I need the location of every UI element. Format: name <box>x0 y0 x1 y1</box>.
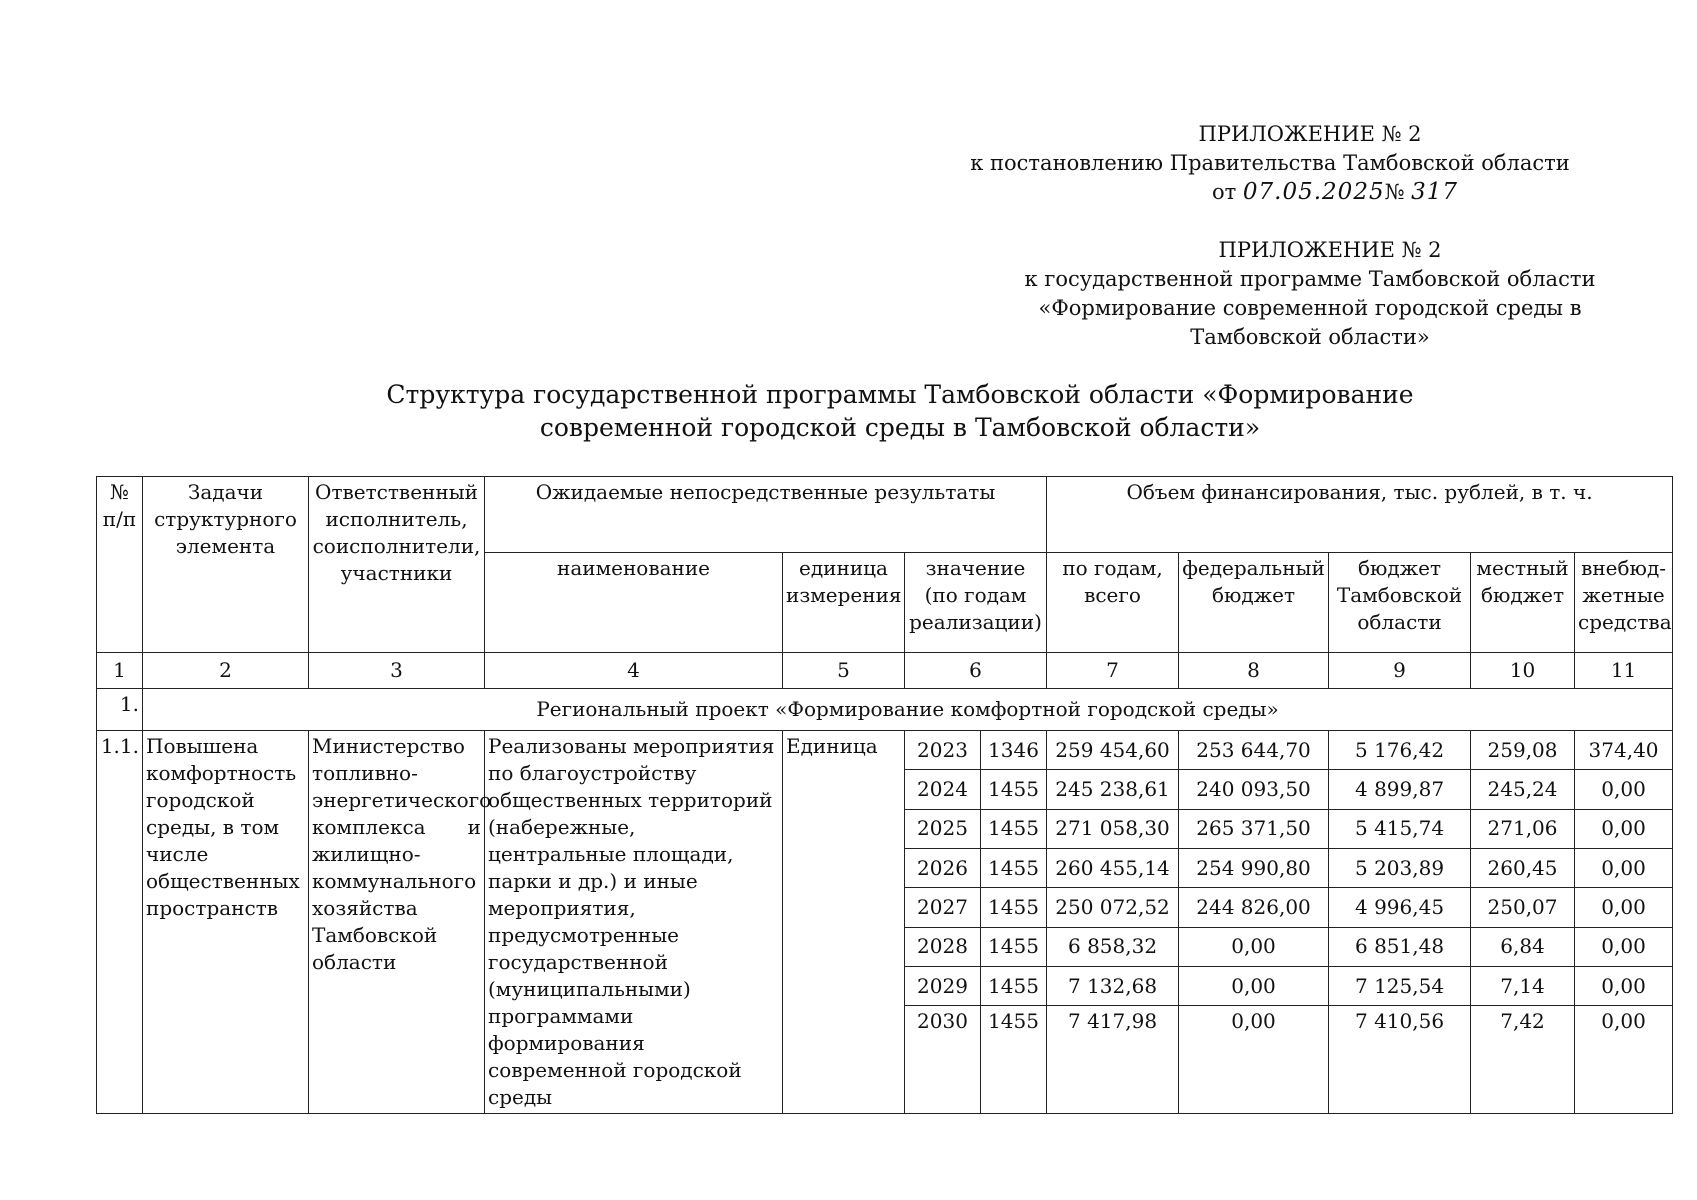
column-number: 7 <box>1047 653 1179 689</box>
row-federal: 240 093,50 <box>1179 770 1329 809</box>
row-regional: 4 996,45 <box>1329 888 1471 927</box>
header-local: местный бюджет <box>1471 553 1575 653</box>
item-result-name: Реализованы мероприятия по благоустройству общественных территорий (набережные, центральные площади, парки и др.) и иные мероприятия, предусмотренные государственной (муниципальными) программами формирования современной городской среды <box>485 731 783 1114</box>
row-year: 2023 <box>905 731 981 770</box>
row-regional: 5 203,89 <box>1329 848 1471 887</box>
row-local: 245,24 <box>1471 770 1575 809</box>
row-year: 2027 <box>905 888 981 927</box>
column-number: 1 <box>97 653 143 689</box>
row-value: 1455 <box>981 966 1047 1005</box>
row-value: 1455 <box>981 888 1047 927</box>
row-local: 271,06 <box>1471 809 1575 848</box>
row-federal: 0,00 <box>1179 927 1329 966</box>
decree-number-sign: № <box>1384 180 1405 204</box>
row-value: 1346 <box>981 731 1047 770</box>
column-number: 11 <box>1575 653 1673 689</box>
row-total: 260 455,14 <box>1047 848 1179 887</box>
row-total: 7 417,98 <box>1047 1006 1179 1114</box>
row-local: 7,42 <box>1471 1006 1575 1114</box>
section-title: Региональный проект «Формирование комфортной городской среды» <box>143 689 1673 731</box>
decree-date-handwritten: 07.05.2025 <box>1242 179 1385 205</box>
row-extra: 374,40 <box>1575 731 1673 770</box>
program-appendix-line3: Тамбовской области» <box>1190 325 1430 349</box>
row-value: 1455 <box>981 848 1047 887</box>
row-total: 6 858,32 <box>1047 927 1179 966</box>
column-number: 8 <box>1179 653 1329 689</box>
row-value: 1455 <box>981 1006 1047 1114</box>
row-year: 2029 <box>905 966 981 1005</box>
item-responsible: Министерство топливно-энергетического комплекса и жилищно-коммунального хозяйства Тамбовской области <box>309 731 485 1114</box>
row-regional: 4 899,87 <box>1329 770 1471 809</box>
column-number: 5 <box>783 653 905 689</box>
column-number: 3 <box>309 653 485 689</box>
header-name: наименование <box>485 553 783 653</box>
decree-date-line <box>960 178 1580 207</box>
row-value: 1455 <box>981 809 1047 848</box>
document-title <box>300 378 1500 444</box>
header-federal: федеральный бюджет <box>1179 553 1329 653</box>
header-row-top <box>97 477 1673 553</box>
column-number: 10 <box>1471 653 1575 689</box>
header-extra: внебюд-жетные средства <box>1575 553 1673 653</box>
row-year: 2030 <box>905 1006 981 1114</box>
row-total: 250 072,52 <box>1047 888 1179 927</box>
row-regional: 7 410,56 <box>1329 1006 1471 1114</box>
program-structure-table <box>96 476 1673 1114</box>
document-title-line2: современной городской среды в Тамбовской области» <box>539 413 1261 442</box>
header-num: № п/п <box>97 477 143 653</box>
item-number: 1.1. <box>97 731 143 1114</box>
header-expected-results: Ожидаемые непосредственные результаты <box>485 477 1047 553</box>
row-regional: 7 125,54 <box>1329 966 1471 1005</box>
row-extra: 0,00 <box>1575 927 1673 966</box>
program-appendix-line2: «Формирование современной городской среды в <box>1038 296 1582 320</box>
decree-number-handwritten: 317 <box>1411 179 1459 205</box>
document-title-line1: Структура государственной программы Тамбовской области «Формирование <box>386 380 1414 409</box>
program-appendix-line1: к государственной программе Тамбовской области <box>1024 267 1596 291</box>
table-row <box>97 731 1673 770</box>
row-extra: 0,00 <box>1575 966 1673 1005</box>
row-regional: 5 176,42 <box>1329 731 1471 770</box>
row-local: 250,07 <box>1471 888 1575 927</box>
decree-resolution-line: к постановлению Правительства Тамбовской области <box>970 151 1570 175</box>
row-extra: 0,00 <box>1575 809 1673 848</box>
header-funding: Объем финансирования, тыс. рублей, в т. ч. <box>1047 477 1673 553</box>
program-appendix-block <box>1000 236 1620 352</box>
program-appendix-label: ПРИЛОЖЕНИЕ № 2 <box>1218 238 1442 262</box>
row-federal: 253 644,70 <box>1179 731 1329 770</box>
row-regional: 5 415,74 <box>1329 809 1471 848</box>
column-number: 6 <box>905 653 1047 689</box>
row-value: 1455 <box>981 770 1047 809</box>
row-local: 6,84 <box>1471 927 1575 966</box>
row-federal: 254 990,80 <box>1179 848 1329 887</box>
row-extra: 0,00 <box>1575 770 1673 809</box>
column-number: 2 <box>143 653 309 689</box>
header-by-year-total: по годам, всего <box>1047 553 1179 653</box>
row-local: 260,45 <box>1471 848 1575 887</box>
row-local: 7,14 <box>1471 966 1575 1005</box>
row-total: 7 132,68 <box>1047 966 1179 1005</box>
row-value: 1455 <box>981 927 1047 966</box>
decree-appendix-label: ПРИЛОЖЕНИЕ № 2 <box>1198 122 1422 146</box>
decree-appendix-block <box>960 120 1580 207</box>
row-year: 2024 <box>905 770 981 809</box>
header-responsible: Ответственный исполнитель, соисполнители, участники <box>309 477 485 653</box>
row-federal: 265 371,50 <box>1179 809 1329 848</box>
column-numbers-row <box>97 653 1673 689</box>
header-value: значение (по годам реализации) <box>905 553 1047 653</box>
decree-from-prefix: от <box>1211 180 1237 204</box>
row-local: 259,08 <box>1471 731 1575 770</box>
row-total: 271 058,30 <box>1047 809 1179 848</box>
row-total: 245 238,61 <box>1047 770 1179 809</box>
header-tasks: Задачи структурного элемента <box>143 477 309 653</box>
header-unit: единица измерения <box>783 553 905 653</box>
row-extra: 0,00 <box>1575 888 1673 927</box>
row-federal: 0,00 <box>1179 1006 1329 1114</box>
row-total: 259 454,60 <box>1047 731 1179 770</box>
row-federal: 0,00 <box>1179 966 1329 1005</box>
section-number: 1. <box>97 689 143 731</box>
row-regional: 6 851,48 <box>1329 927 1471 966</box>
row-extra: 0,00 <box>1575 848 1673 887</box>
row-federal: 244 826,00 <box>1179 888 1329 927</box>
item-unit: Единица <box>783 731 905 1114</box>
header-regional: бюджет Тамбовской области <box>1329 553 1471 653</box>
row-extra: 0,00 <box>1575 1006 1673 1114</box>
section-row <box>97 689 1673 731</box>
column-number: 4 <box>485 653 783 689</box>
item-task: Повышена комфортность городской среды, в том числе общественных пространств <box>143 731 309 1114</box>
row-year: 2028 <box>905 927 981 966</box>
row-year: 2026 <box>905 848 981 887</box>
column-number: 9 <box>1329 653 1471 689</box>
row-year: 2025 <box>905 809 981 848</box>
